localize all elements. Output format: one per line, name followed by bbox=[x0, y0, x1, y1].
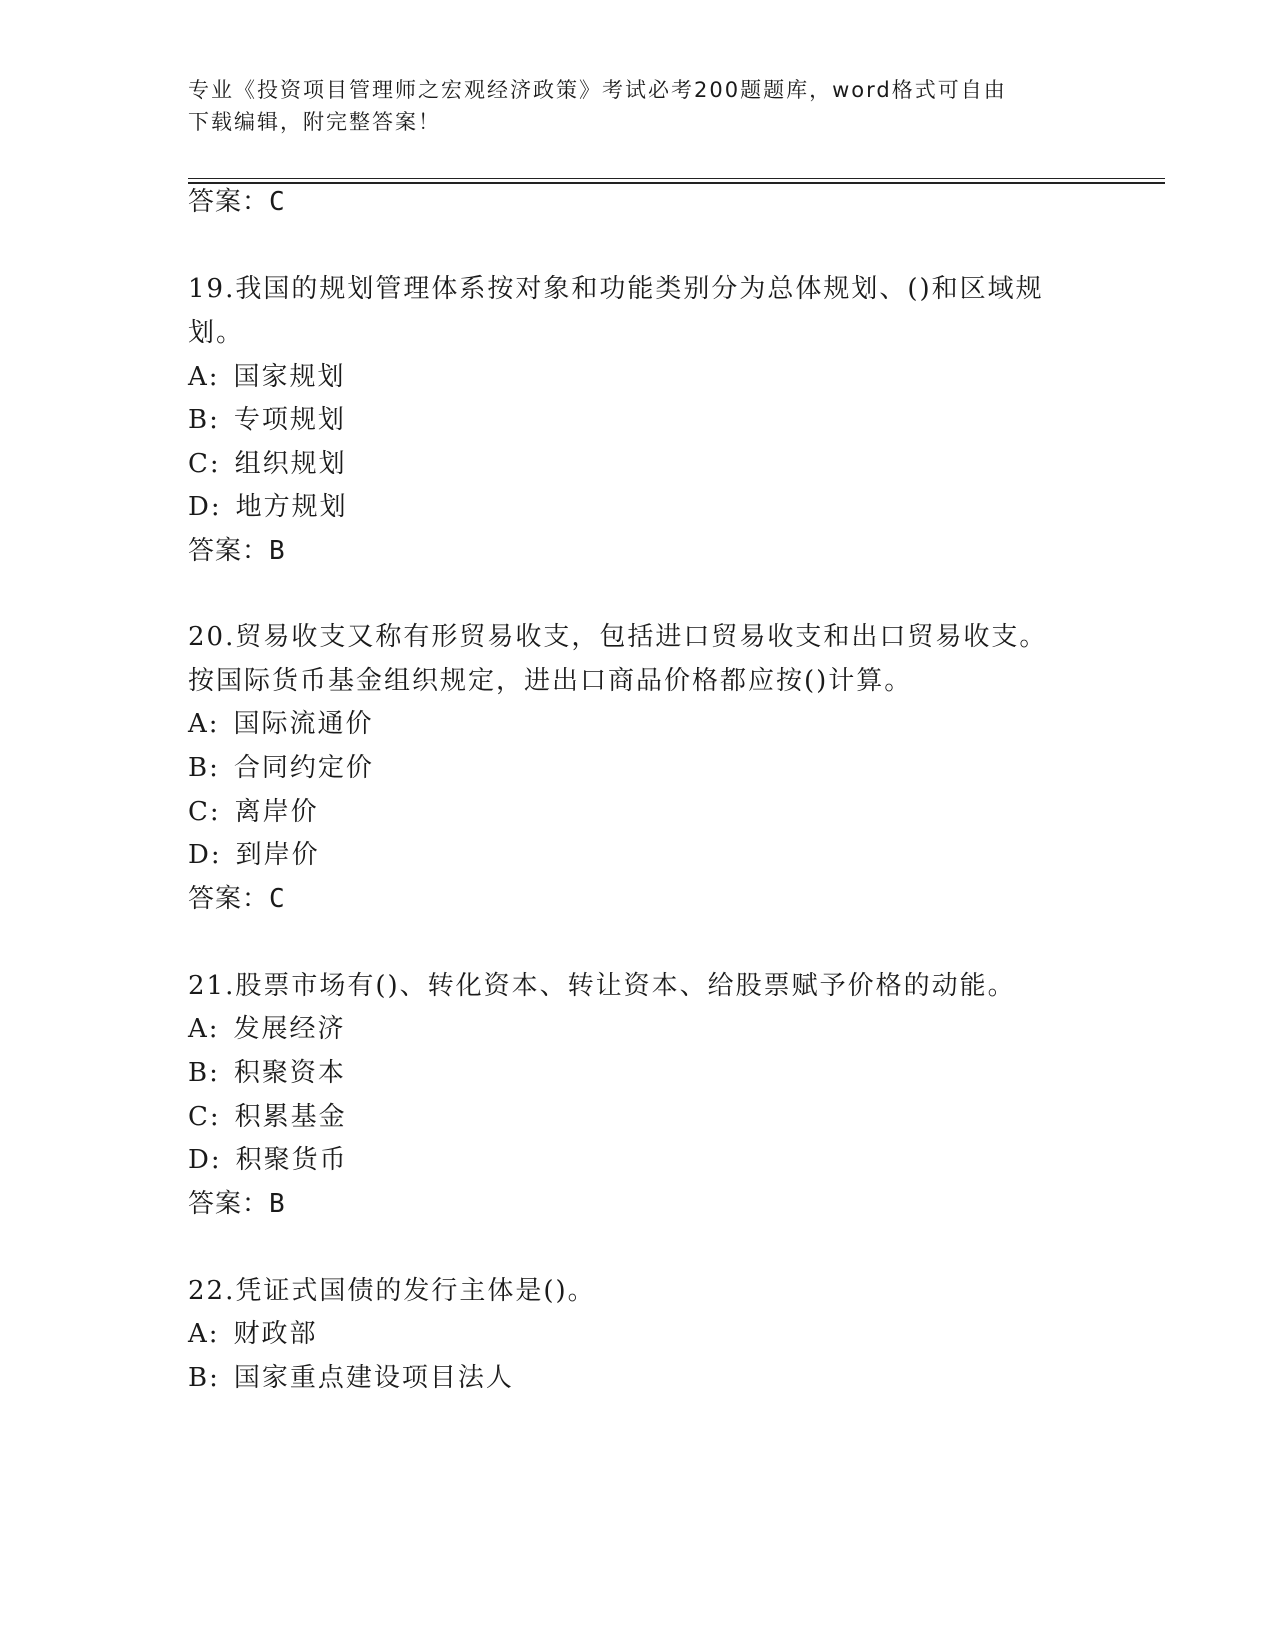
question-number: 21. bbox=[188, 971, 236, 1001]
option-text: 积累基金 bbox=[234, 1102, 347, 1132]
question-number: 22. bbox=[188, 1276, 236, 1306]
option-b bbox=[188, 403, 346, 437]
option-text: 到岸价 bbox=[235, 840, 320, 870]
option-key: A: bbox=[188, 1014, 220, 1044]
question-text: 凭证式国债的发行主体是()。 bbox=[235, 1276, 596, 1306]
document-header bbox=[188, 74, 1068, 138]
answer-value: C bbox=[269, 187, 286, 217]
answer-value: C bbox=[269, 884, 286, 914]
answer-label: 答案： bbox=[188, 884, 270, 914]
option-a bbox=[188, 1012, 346, 1046]
option-key: B: bbox=[188, 1058, 220, 1088]
option-text: 离岸价 bbox=[234, 797, 319, 827]
answer-value: B bbox=[269, 536, 286, 566]
option-key: D: bbox=[188, 1145, 222, 1175]
option-text: 合同约定价 bbox=[233, 753, 374, 783]
question-number: 19. bbox=[188, 274, 236, 304]
option-key: B: bbox=[188, 405, 220, 435]
answer-value: B bbox=[269, 1189, 286, 1219]
question-19-stem-cont: 划。 bbox=[188, 318, 245, 348]
answer-line bbox=[188, 185, 286, 219]
option-key: A: bbox=[188, 709, 220, 739]
question-text: 股票市场有()、转化资本、转让资本、给股票赋予价格的动能。 bbox=[235, 971, 1016, 1001]
option-text: 专项规划 bbox=[233, 405, 346, 435]
option-b bbox=[188, 1361, 514, 1395]
header-divider-thick bbox=[188, 182, 1165, 184]
option-text: 地方规划 bbox=[235, 492, 348, 522]
question-19-stem bbox=[188, 272, 1044, 306]
option-key: B: bbox=[188, 753, 220, 783]
option-text: 国际流通价 bbox=[233, 709, 374, 739]
option-key: D: bbox=[188, 840, 222, 870]
option-d bbox=[188, 838, 320, 872]
option-key: C: bbox=[188, 797, 221, 827]
option-key: B: bbox=[188, 1363, 220, 1393]
option-a bbox=[188, 360, 346, 394]
question-number: 20. bbox=[188, 622, 236, 652]
option-key: C: bbox=[188, 449, 221, 479]
option-a bbox=[188, 1317, 318, 1351]
option-text: 组织规划 bbox=[234, 449, 347, 479]
header-line-1: 专业《投资项目管理师之宏观经济政策》考试必考200题题库，word格式可自由 bbox=[188, 78, 1007, 102]
option-key: A: bbox=[188, 362, 220, 392]
question-20-stem bbox=[188, 620, 1047, 654]
option-c bbox=[188, 1100, 347, 1134]
answer-label: 答案： bbox=[188, 187, 270, 217]
option-d bbox=[188, 490, 348, 524]
question-text: 我国的规划管理体系按对象和功能类别分为总体规划、()和区域规 bbox=[235, 274, 1044, 304]
question-text: 贸易收支又称有形贸易收支，包括进口贸易收支和出口贸易收支。 bbox=[235, 622, 1048, 652]
option-key: D: bbox=[188, 492, 222, 522]
question-21-stem bbox=[188, 969, 1016, 1003]
question-22-stem bbox=[188, 1274, 596, 1308]
option-key: C: bbox=[188, 1102, 221, 1132]
option-text: 发展经济 bbox=[233, 1014, 346, 1044]
option-text: 国家规划 bbox=[233, 362, 346, 392]
header-line-2: 下载编辑，附完整答案！ bbox=[188, 110, 441, 134]
option-key: A: bbox=[188, 1319, 220, 1349]
header-divider-thin bbox=[188, 178, 1165, 179]
answer-label: 答案： bbox=[188, 1189, 270, 1219]
answer-label: 答案： bbox=[188, 536, 270, 566]
answer-line bbox=[188, 882, 286, 916]
option-d bbox=[188, 1143, 348, 1177]
option-a bbox=[188, 707, 374, 741]
question-20-stem-cont: 按国际货币基金组织规定，进出口商品价格都应按()计算。 bbox=[188, 666, 913, 696]
option-text: 国家重点建设项目法人 bbox=[233, 1363, 514, 1393]
option-b bbox=[188, 1056, 346, 1090]
option-b bbox=[188, 751, 374, 785]
option-c bbox=[188, 447, 347, 481]
answer-line bbox=[188, 534, 286, 568]
option-text: 积聚资本 bbox=[233, 1058, 346, 1088]
answer-line bbox=[188, 1187, 286, 1221]
option-text: 积聚货币 bbox=[235, 1145, 348, 1175]
option-text: 财政部 bbox=[233, 1319, 318, 1349]
option-c bbox=[188, 795, 319, 829]
